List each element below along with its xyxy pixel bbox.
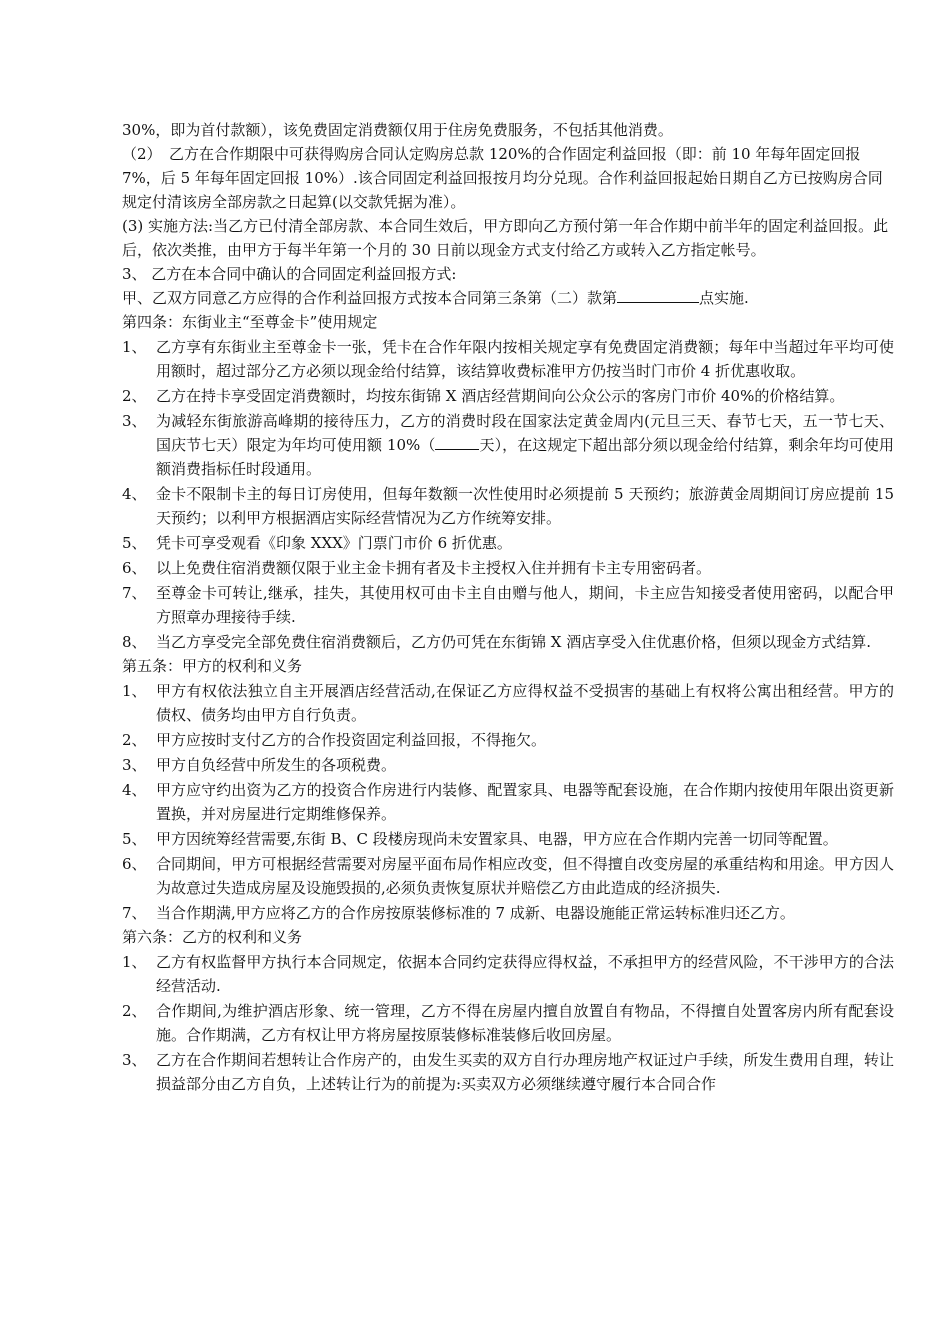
item-text: 当合作期满,甲方应将乙方的合作房按原装修标准的 7 成新、电器设施能正常运转标准归还乙方。 (156, 904, 795, 922)
item-number: 2、 (122, 731, 147, 749)
clause-3-2-paragraph: （2） 乙方在合作期限中可获得购房合同认定购房总款 120%的合作固定利益回报（即：前 10 年每年固定回报 7%，后 5 年每年固定回报 10%）.该合同固定利益回报按月均分兑现。合作利益回报起始日期自乙方已按购房合同规定付清该房全部房款之日起算(以交款凭据为准）。 (122, 145, 883, 211)
item-text: 当乙方享受完全部免费住宿消费额后，乙方仍可凭在东街锦 X 酒店享受入住优惠价格，但须以现金方式结算. (156, 633, 871, 651)
days-blank[interactable] (435, 433, 479, 450)
item-number: 7、 (122, 584, 147, 602)
item-text: 合同期间，甲方可根据经营需要对房屋平面布局作相应改变，但不得擅自改变房屋的承重结构和用途。甲方因人为故意过失造成房屋及设施毁损的,必须负责恢复原状并赔偿乙方由此造成的经济损失. (156, 855, 894, 897)
list-item (122, 999, 894, 1047)
list-item (122, 384, 894, 408)
document-body (122, 118, 894, 1096)
item-number: 6、 (122, 559, 147, 577)
list-item (122, 531, 894, 555)
list-item (122, 728, 894, 752)
item-number: 3、 (122, 1051, 147, 1069)
item-text: 乙方有权监督甲方执行本合同规定，依据本合同约定获得应得权益，不承担甲方的经营风险，不干涉甲方的合法经营活动. (156, 953, 894, 995)
item-number: 1、 (122, 953, 147, 971)
item-number: 1、 (122, 682, 147, 700)
list-item (122, 409, 894, 481)
item-number: 3、 (122, 756, 147, 774)
list-item (122, 778, 894, 826)
list-item (122, 335, 894, 383)
list-item (122, 950, 894, 998)
list-item (122, 1048, 894, 1096)
item-number: 5、 (122, 830, 147, 848)
item-text (156, 409, 894, 481)
item-number: 7、 (122, 904, 147, 922)
return-method-blank[interactable] (617, 286, 699, 303)
item-text: 甲方有权依法独立自主开展酒店经营活动,在保证乙方应得权益不受损害的基础上有权将公寓出租经营。甲方的债权、债务均由甲方自行负责。 (156, 682, 894, 724)
item-text-after-blank: 天），在这规定下超出部分须以现金给付结算，剩余年均可使用额消费指标任时段通用。 (156, 436, 894, 478)
item-text: 甲方应守约出资为乙方的投资合作房进行内装修、配置家具、电器等配套设施，在合作期内按使用年限出资更新置换，并对房屋进行定期维修保养。 (156, 781, 894, 823)
clause-3-return-method (122, 286, 894, 310)
article-4-heading: 第四条：东街业主“至尊金卡”使用规定 (122, 313, 378, 331)
item-text: 至尊金卡可转让,继承，挂失，其使用权可由卡主自由赠与他人，期间，卡主应告知接受者使用密码，以配合甲方照章办理接待手续. (156, 584, 894, 626)
item-text: 甲方因统筹经营需要,东街 B、C 段楼房现尚未安置家具、电器，甲方应在合作期内完善一切同等配置。 (156, 830, 838, 848)
list-item (122, 581, 894, 629)
article-6-list (122, 950, 894, 1096)
item-text-before-blank: 为减轻东街旅游高峰期的接待压力，乙方的消费时段在国家法定黄金周内(元旦三天、春节七天，五一节七天、国庆节七天）限定为年均可使用额 10%（ (156, 412, 894, 454)
article-5-heading: 第五条：甲方的权利和义务 (122, 657, 303, 675)
list-item (122, 556, 894, 580)
list-item (122, 630, 894, 654)
item-number: 4、 (122, 485, 147, 503)
item-text: 以上免费住宿消费额仅限于业主金卡拥有者及卡主授权入住并拥有卡主专用密码者。 (156, 559, 712, 577)
item-text: 合作期间,为维护酒店形象、统一管理，乙方不得在房屋内擅自放置自有物品，不得擅自处置客房内所有配套设施。合作期满，乙方有权让甲方将房屋按原装修标准装修后收回房屋。 (156, 1002, 894, 1044)
item-number: 2、 (122, 387, 147, 405)
item-text: 凭卡可享受观看《印象 XXX》门票门市价 6 折优惠。 (156, 534, 512, 552)
item-number: 8、 (122, 633, 147, 651)
item-text: 乙方享有东街业主至尊金卡一张，凭卡在合作年限内按相关规定享有免费固定消费额；每年中当超过年平均可使用额时，超过部分乙方必须以现金给付结算，该结算收费标准甲方仍按当时门市价 4 折优惠收取。 (156, 338, 894, 380)
item-number: 3、 (122, 412, 147, 430)
item-text: 乙方在持卡享受固定消费额时，均按东街锦 X 酒店经营期间向公众公示的客房门市价 40%的价格结算。 (156, 387, 845, 405)
item-number: 5、 (122, 534, 147, 552)
article-6-heading: 第六条：乙方的权利和义务 (122, 928, 303, 946)
item-text: 金卡不限制卡主的每日订房使用，但每年数额一次性使用时必须提前 5 天预约；旅游黄金周期间订房应提前 15 天预约；以利甲方根据酒店实际经营情况为乙方作统筹安排。 (156, 485, 894, 527)
item-number: 2、 (122, 1002, 147, 1020)
list-item (122, 753, 894, 777)
item-number: 4、 (122, 781, 147, 799)
list-item (122, 482, 894, 530)
clause-3-3-paragraph: (3) 实施方法:当乙方已付清全部房款、本合同生效后，甲方即向乙方预付第一年合作期中前半年的固定利益回报。此后，依次类推，由甲方于每半年第一个月的 30 日前以现金方式支付给乙方或转入乙方指定帐号。 (122, 217, 889, 259)
article-4-list (122, 335, 894, 654)
item-number: 1、 (122, 338, 147, 356)
item-text: 甲方应按时支付乙方的合作投资固定利益回报，不得拖欠。 (156, 731, 547, 749)
return-method-text-before: 甲、乙双方同意乙方应得的合作利益回报方式按本合同第三条第（二）款第 (122, 289, 618, 307)
clause-3-item-3: 3、 乙方在本合同中确认的合同固定利益回报方式: (122, 265, 457, 283)
list-item (122, 852, 894, 900)
return-method-text-after: 点实施. (699, 289, 749, 307)
list-item (122, 901, 894, 925)
intro-line-1: 30%，即为首付款额），该免费固定消费额仅用于住房免费服务，不包括其他消费。 (122, 121, 673, 139)
list-item (122, 827, 894, 851)
item-text: 乙方在合作期间若想转让合作房产的，由发生买卖的双方自行办理房地产权证过户手续，所发生费用自理，转让损益部分由乙方自负，上述转让行为的前提为:买卖双方必须继续遵守履行本合同合作 (156, 1051, 894, 1093)
item-text: 甲方自负经营中所发生的各项税费。 (156, 756, 397, 774)
list-item (122, 679, 894, 727)
item-number: 6、 (122, 855, 147, 873)
article-5-list (122, 679, 894, 925)
